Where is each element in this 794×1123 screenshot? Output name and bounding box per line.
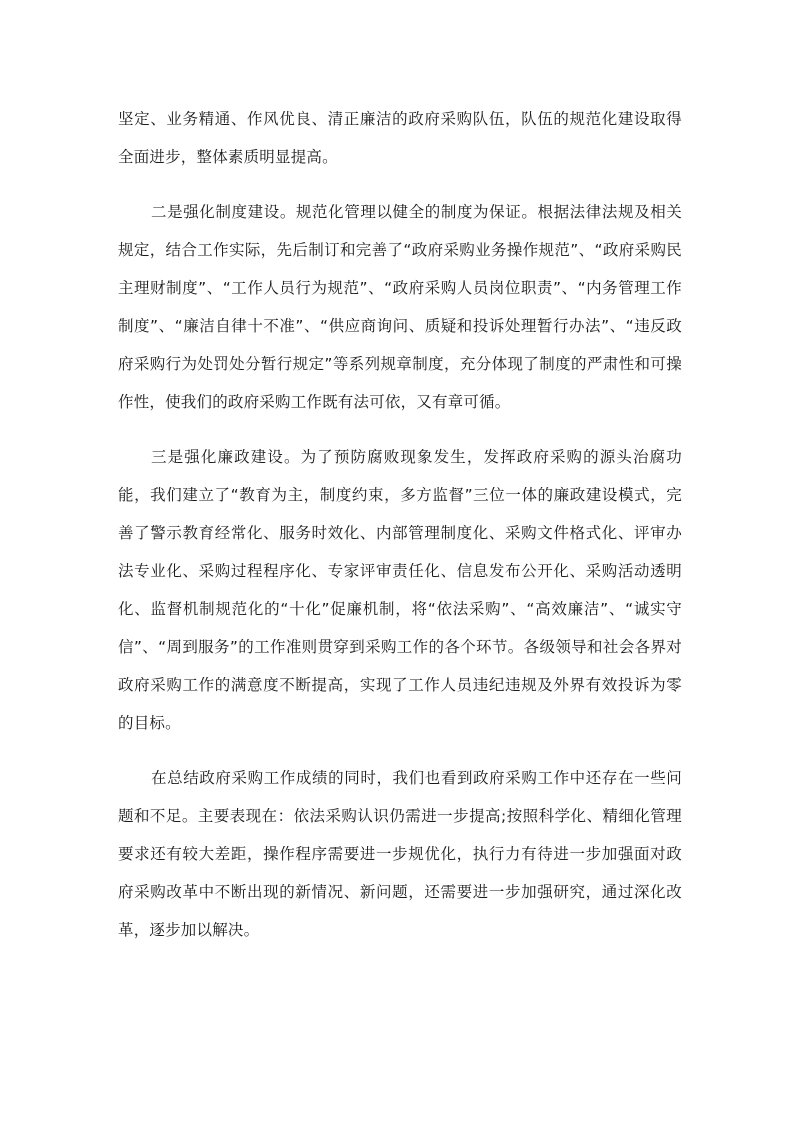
paragraph-problems-summary: 在总结政府采购工作成绩的同时，我们也看到政府采购工作中还存在一些问题和不足。主要表现在：依法采购认识仍需进一步提高;按照科学化、精细化管理要求还有较大差距，操作程序需要进一步规优化，执行力有待进一步加强面对政府采购改革中不断出现的新情况、新问题，还需要进一步加强研究，通过深化改革，逐步加以解决。 [118, 769, 682, 939]
paragraph-integrity-building: 三是强化廉政建设。为了预防腐败现象发生，发挥政府采购的源头治腐功能，我们建立了“教育为主，制度约束，多方监督”三位一体的廉政建设模式，完善了警示教育经常化、服务时效化、内部管理制度化、采购文件格式化、评审办法专业化、采购过程程序化、专家评审责任化、信息发布公开化、采购活动透明化、监督机制规范化的“十化”促廉机制，将“依法采购”、“高效廉洁”、“诚实守信”、“周到服务”的工作准则贯穿到采购工作的各个环节。各级领导和社会各界对政府采购工作的满意度不断提高，实现了工作人员违纪违规及外界有效投诉为零的目标。 [118, 448, 682, 732]
paragraph-continuation: 坚定、业务精通、作风优良、清正廉洁的政府采购队伍，队伍的规范化建设取得全面进步，整体素质明显提高。 [118, 110, 682, 166]
document-body [118, 100, 682, 949]
paragraph-system-building: 二是强化制度建设。规范化管理以健全的制度为保证。根据法律法规及相关规定，结合工作实际，先后制订和完善了“政府采购业务操作规范”、“政府采购民主理财制度”、“工作人员行为规范”、“政府采购人员岗位职责”、“内务管理工作制度”、“廉洁自律十不准”、“供应商询问、质疑和投诉处理暂行办法”、“违反政府采购行为处罚处分暂行规定”等系列规章制度，充分体现了制度的严肃性和可操作性，使我们的政府采购工作既有法可依，又有章可循。 [118, 203, 682, 411]
